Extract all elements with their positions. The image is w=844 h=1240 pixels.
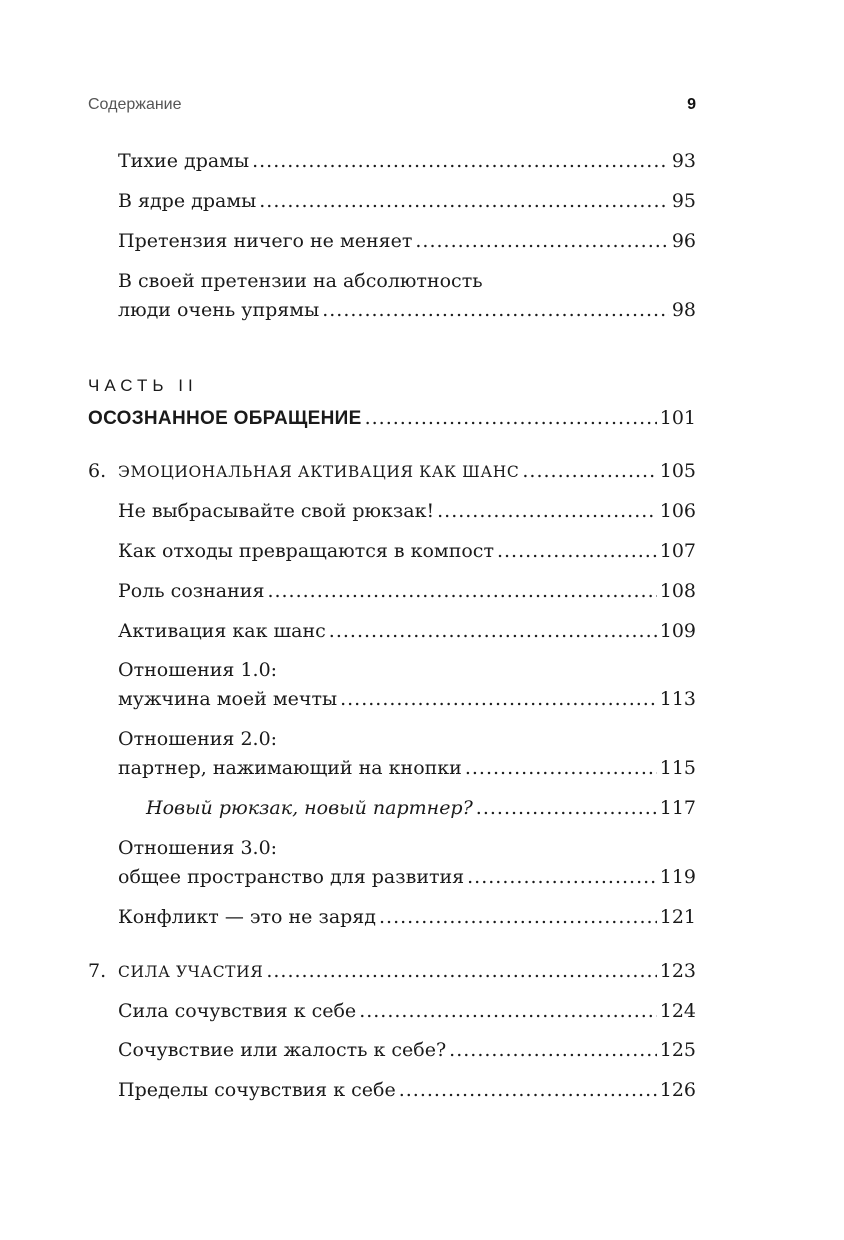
dot-leader xyxy=(497,538,657,564)
toc-entry[interactable] xyxy=(118,618,696,644)
toc-entry-page: 95 xyxy=(671,190,696,212)
toc-entry[interactable] xyxy=(118,148,696,174)
toc-entry-page: 121 xyxy=(659,906,696,928)
dot-leader xyxy=(329,618,657,644)
toc-entry-title: Активация как шанс xyxy=(118,620,326,642)
dot-leader xyxy=(467,864,657,890)
toc-entry-page: 113 xyxy=(659,688,696,710)
running-head xyxy=(88,96,696,114)
toc-entry-page: 124 xyxy=(659,1000,696,1022)
dot-leader xyxy=(449,1037,657,1063)
toc-entry-page: 96 xyxy=(671,230,696,252)
toc-entry-title-line1[interactable]: Отношения 3.0: xyxy=(118,837,278,859)
toc-subentry[interactable] xyxy=(146,795,696,821)
chapter-number: 6. xyxy=(88,460,107,482)
toc-entry-title: В ядре драмы xyxy=(118,190,257,212)
toc-entry-page: 93 xyxy=(671,150,696,172)
toc-subentry-title: Новый рюкзак, новый партнер? xyxy=(146,797,473,819)
dot-leader xyxy=(252,148,669,174)
toc-entry[interactable] xyxy=(118,538,696,564)
dot-leader xyxy=(476,795,657,821)
part-page: 101 xyxy=(659,407,696,429)
chapter-page: 123 xyxy=(659,960,696,982)
dot-leader xyxy=(379,904,657,930)
toc-entry-title: Сила сочувствия к себе xyxy=(118,1000,357,1022)
toc-entry-title: мужчина моей мечты xyxy=(118,688,338,710)
part-title: ОСОЗНАННОЕ ОБРАЩЕНИЕ xyxy=(88,408,362,429)
dot-leader xyxy=(322,297,669,323)
dot-leader xyxy=(522,458,656,484)
toc-entry-page: 98 xyxy=(671,299,696,321)
dot-leader xyxy=(437,498,657,524)
running-head-title: Содержание xyxy=(88,96,182,113)
toc-subentry-page: 117 xyxy=(659,797,696,819)
toc-entry-page: 119 xyxy=(659,866,696,888)
toc-entry[interactable] xyxy=(118,904,696,930)
toc-entry-title: Пределы сочувствия к себе xyxy=(118,1079,396,1101)
chapter-entry[interactable] xyxy=(88,458,696,484)
toc-entry-title: Не выбрасывайте свой рюкзак! xyxy=(118,500,435,522)
toc-entry-title: Как отходы превращаются в компост xyxy=(118,540,494,562)
toc-entry-title: партнер, нажимающий на кнопки xyxy=(118,757,462,779)
toc-entry[interactable] xyxy=(118,864,696,890)
chapter-title: ЭМОЦИОНАЛЬНАЯ АКТИВАЦИЯ КАК ШАНС xyxy=(118,463,520,481)
part-label: ЧАСТЬ II xyxy=(88,376,198,395)
toc-entry[interactable] xyxy=(118,1037,696,1063)
dot-leader xyxy=(415,228,668,254)
toc-entry-page: 107 xyxy=(659,540,696,562)
toc-entry[interactable] xyxy=(118,686,696,712)
dot-leader xyxy=(365,405,657,431)
chapter-page: 105 xyxy=(659,460,696,482)
chapter-number: 7. xyxy=(88,960,107,982)
toc-entry[interactable] xyxy=(118,1077,696,1103)
toc-entry[interactable] xyxy=(118,998,696,1024)
toc-entry[interactable] xyxy=(118,578,696,604)
chapter-entry[interactable] xyxy=(88,958,696,984)
toc-entry-title: Конфликт — это не заряд xyxy=(118,906,376,928)
toc-entry-title: люди очень упрямы xyxy=(118,299,320,321)
toc-entry-title-line1[interactable]: Отношения 1.0: xyxy=(118,659,278,681)
toc-entry-page: 115 xyxy=(659,757,696,779)
toc-entry-title: Роль сознания xyxy=(118,580,265,602)
part-entry[interactable] xyxy=(88,405,696,431)
toc-entry-title: общее пространство для развития xyxy=(118,866,465,888)
dot-leader xyxy=(340,686,657,712)
dot-leader xyxy=(259,188,669,214)
toc-entry-page: 109 xyxy=(659,620,696,642)
toc-entry-page: 125 xyxy=(659,1039,696,1061)
page-number: 9 xyxy=(687,96,696,113)
chapter-title: СИЛА УЧАСТИЯ xyxy=(118,963,264,981)
toc-entry[interactable] xyxy=(118,228,696,254)
dot-leader xyxy=(465,755,657,781)
toc-entry-title: Тихие драмы xyxy=(118,150,250,172)
dot-leader xyxy=(399,1077,657,1103)
toc-entry[interactable] xyxy=(118,297,696,323)
dot-leader xyxy=(266,958,656,984)
toc-entry-title-line1[interactable]: Отношения 2.0: xyxy=(118,728,278,750)
toc-entry-page: 106 xyxy=(659,500,696,522)
toc-entry[interactable] xyxy=(118,498,696,524)
toc-entry-title-line1[interactable]: В своей претензии на абсолютность xyxy=(118,270,483,292)
toc-entry-page: 108 xyxy=(659,580,696,602)
toc-entry[interactable] xyxy=(118,188,696,214)
dot-leader xyxy=(359,998,657,1024)
toc-entry-page: 126 xyxy=(659,1079,696,1101)
toc-entry-title: Претензия ничего не меняет xyxy=(118,230,413,252)
toc-entry[interactable] xyxy=(118,755,696,781)
toc-entry-title: Сочувствие или жалость к себе? xyxy=(118,1039,447,1061)
dot-leader xyxy=(267,578,656,604)
